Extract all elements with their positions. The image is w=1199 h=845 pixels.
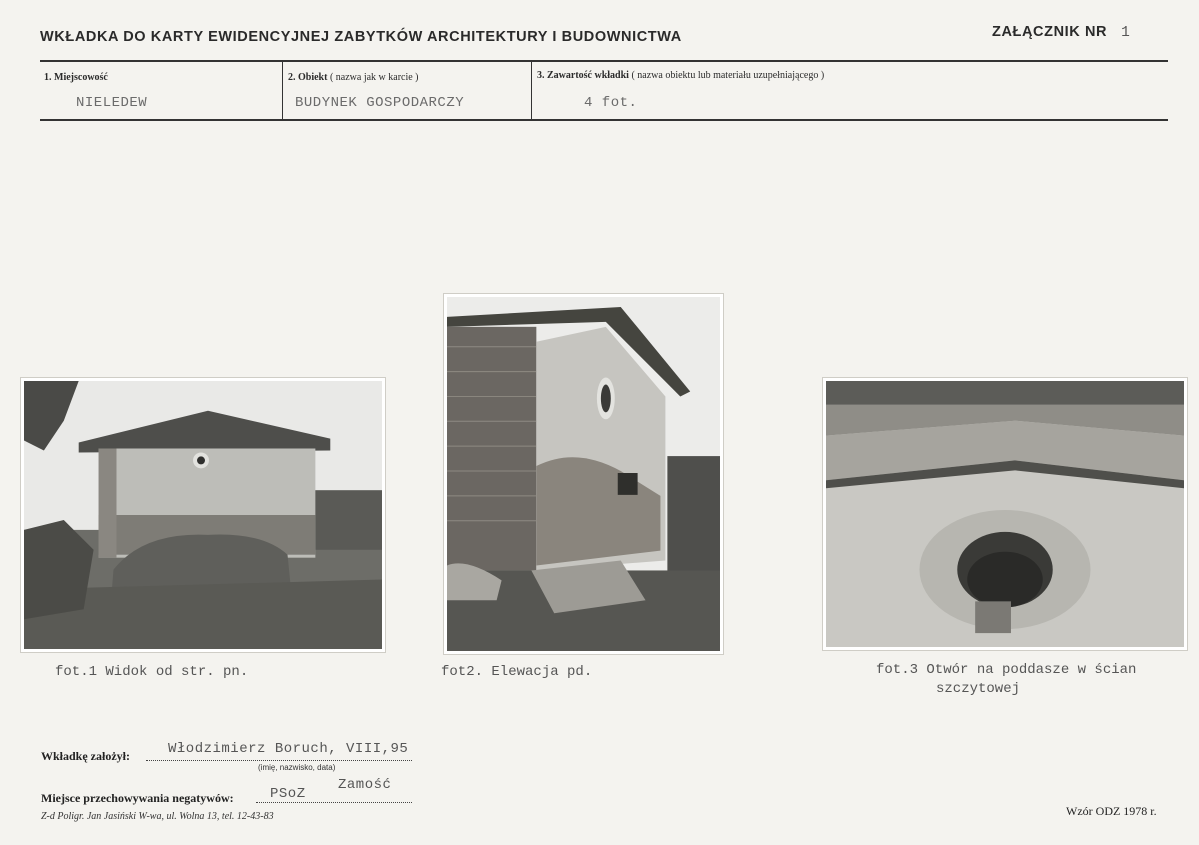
contents-value: 4 fot. bbox=[584, 95, 638, 111]
locality-value: NIELEDEW bbox=[76, 95, 148, 111]
bottom-rule bbox=[40, 119, 1168, 121]
printer-imprint: Z-d Poligr. Jan Jasiński W-wa, ul. Wolna 13, tel. 12-43-83 bbox=[41, 811, 274, 822]
negatives-storage-line bbox=[256, 802, 412, 803]
photo-2-image bbox=[447, 297, 720, 651]
contents-label-text: 3. Zawartość wkładki bbox=[537, 70, 629, 81]
photo-3-caption-line2: szczytowej bbox=[936, 681, 1021, 697]
created-by-label: Wkładkę założył: bbox=[41, 749, 130, 763]
photo-3-image bbox=[826, 381, 1184, 647]
negatives-storage-label: Miejsce przechowywania negatywów: bbox=[41, 791, 234, 805]
object-value: BUDYNEK GOSPODARCZY bbox=[295, 95, 465, 111]
column-divider-2 bbox=[531, 61, 532, 120]
photo-2-south-elevation bbox=[443, 293, 724, 655]
contents-label bbox=[537, 70, 824, 81]
created-by-value: Włodzimierz Boruch, VIII,95 bbox=[168, 741, 409, 757]
created-by-line bbox=[146, 760, 412, 761]
negatives-storage-value-a: PSoZ bbox=[270, 786, 306, 802]
top-rule bbox=[40, 60, 1168, 62]
photo-1-north-view bbox=[20, 377, 386, 653]
object-label-text: 2. Obiekt bbox=[288, 72, 328, 83]
annex-number: 1 bbox=[1121, 25, 1131, 41]
contents-label-hint: ( nazwa obiektu lub materiału uzupełniającego ) bbox=[631, 70, 825, 81]
photo-3-attic-opening bbox=[822, 377, 1188, 651]
locality-label-text: 1. Miejscowość bbox=[44, 72, 108, 83]
column-divider-1 bbox=[282, 61, 283, 120]
object-label bbox=[288, 72, 419, 83]
form-model: Wzór ODZ 1978 r. bbox=[1066, 804, 1157, 818]
form-title: WKŁADKA DO KARTY EWIDENCYJNEJ ZABYTKÓW ARCHITEKTURY I BUDOWNICTWA bbox=[40, 29, 682, 45]
annex-label bbox=[992, 24, 1130, 41]
photo-1-caption: fot.1 Widok od str. pn. bbox=[55, 664, 249, 680]
created-by-hint: (imię, nazwisko, data) bbox=[258, 763, 336, 772]
photo-3-caption-line1: fot.3 Otwór na poddasze w ścian bbox=[876, 662, 1137, 678]
photo-2-caption: fot2. Elewacja pd. bbox=[441, 664, 593, 680]
annex-label-text: ZAŁĄCZNIK NR bbox=[992, 24, 1108, 40]
negatives-storage-value-b: Zamość bbox=[338, 777, 392, 793]
locality-label bbox=[44, 72, 108, 83]
object-label-hint: ( nazwa jak w karcie ) bbox=[329, 72, 419, 83]
photo-1-image bbox=[24, 381, 382, 649]
